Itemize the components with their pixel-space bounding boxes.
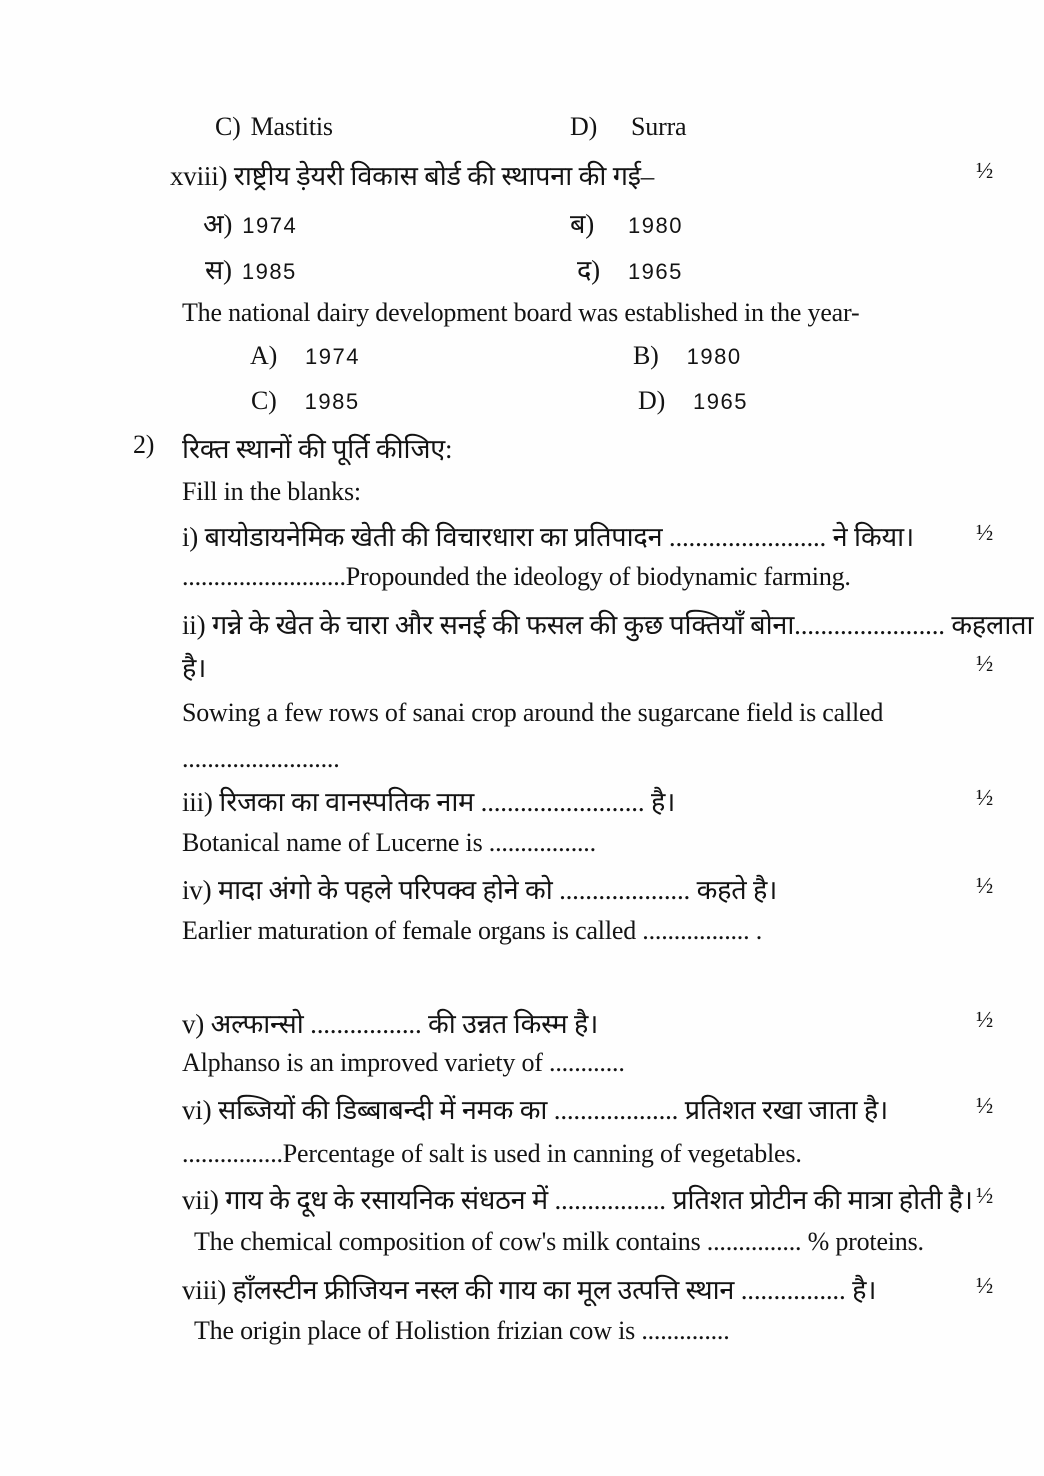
option-english-d: [638, 386, 748, 416]
blank-vii-english: The chemical composition of cow's milk contains ............... % proteins.: [194, 1227, 924, 1256]
question-xviii-marks: ½: [976, 158, 994, 183]
question-xviii-prompt-hindi: xviii) राष्ट्रीय ड़ेयरी विकास बोर्ड की स्थापना की गई–: [170, 161, 655, 191]
blank-vi-english: ................Percentage of salt is used in canning of vegetables.: [182, 1139, 802, 1168]
blank-i-marks: ½: [976, 520, 994, 545]
option-hindi-b-label: ब): [570, 209, 595, 239]
option-english-c-label: C): [251, 386, 277, 415]
option-hindi-b: [570, 204, 683, 241]
option-hindi-c-label: स): [205, 255, 232, 285]
blank-v-hindi: v) अल्फान्सो ................. की उन्नत किस्म है।: [182, 1009, 599, 1039]
blank-i-english: ..........................Propounded the ideology of biodynamic farming.: [182, 562, 851, 591]
blank-ii-english-line2: .........................: [182, 744, 340, 773]
blank-vi-marks: ½: [976, 1093, 994, 1118]
blank-vii-marks: ½: [976, 1183, 994, 1208]
prev-option-c-value: Mastitis: [250, 112, 333, 141]
option-english-d-value: 1965: [693, 389, 748, 414]
option-english-a-value: 1974: [305, 344, 360, 369]
option-english-c-value: 1985: [304, 389, 360, 414]
question-2-number: 2): [133, 430, 155, 459]
blank-v-marks: ½: [976, 1007, 994, 1032]
option-english-a: [250, 341, 360, 371]
blank-viii-english: The origin place of Holistion frizian cow is ..............: [194, 1316, 730, 1345]
option-hindi-c-value: 1985: [241, 259, 297, 284]
blank-iv-hindi: iv) मादा अंगो के पहले परिपक्व होने को .................... कहते है।: [182, 875, 778, 905]
blank-ii-marks: ½: [976, 651, 994, 676]
prev-option-c-label: C): [215, 112, 241, 141]
blank-iv-marks: ½: [976, 873, 994, 898]
option-english-c: [251, 386, 360, 416]
prev-option-c: [215, 112, 333, 142]
blank-iii-hindi: iii) रिजका का वानस्पतिक नाम ......................... है।: [182, 787, 676, 817]
blank-i-hindi: i) बायोडायनेमिक खेती की विचारधारा का प्रतिपादन ........................ ने किया।: [182, 522, 915, 552]
blank-ii-hindi-line2: है।: [182, 653, 207, 683]
blank-iv-english: Earlier maturation of female organs is called ................. .: [182, 916, 762, 945]
option-english-b-label: B): [633, 341, 659, 370]
question-2-heading-hindi: रिक्त स्थानों की पूर्ति कीजिए:: [182, 434, 453, 464]
option-hindi-c: [205, 250, 297, 287]
option-english-b-value: 1980: [686, 344, 742, 369]
blank-ii-hindi-line1: ii) गन्ने के खेत के चारा और सनई की फसल की कुछ पक्तियाँ बोना....................... कहलाता: [182, 610, 1034, 640]
question-xviii-prompt-english: The national dairy development board was established in the year-: [182, 298, 860, 327]
blank-vii-hindi: vii) गाय के दूध के रसायनिक संधठन में ................. प्रतिशत प्रोटीन की मात्रा होती है।: [182, 1185, 973, 1215]
blank-vi-hindi: vi) सब्जियों की डिब्बाबन्दी में नमक का ................... प्रतिशत रखा जाता है।: [182, 1095, 889, 1125]
option-hindi-a-label: अ): [203, 209, 233, 239]
blank-viii-hindi: viii) हाँलस्टीन फ्रीजियन नस्ल की गाय का मूल उत्पत्ति स्थान ................ है।: [182, 1275, 877, 1305]
option-hindi-b-value: 1980: [628, 213, 683, 238]
option-english-b: [633, 341, 742, 371]
prev-option-d: [570, 112, 686, 142]
option-hindi-d-value: 1965: [627, 259, 683, 284]
question-2-heading-english: Fill in the blanks:: [182, 477, 361, 506]
blank-iii-marks: ½: [976, 785, 994, 810]
prev-option-d-value: Surra: [631, 112, 687, 141]
blank-iii-english: Botanical name of Lucerne is .................: [182, 828, 596, 857]
option-hindi-a-value: 1974: [242, 213, 298, 238]
blank-v-english: Alphanso is an improved variety of ............: [182, 1048, 625, 1077]
blank-viii-marks: ½: [976, 1273, 994, 1298]
option-english-a-label: A): [250, 341, 278, 370]
option-english-d-label: D): [638, 386, 666, 415]
option-hindi-a: [203, 204, 297, 241]
option-hindi-d: [577, 250, 683, 287]
blank-ii-english-line1: Sowing a few rows of sanai crop around the sugarcane field is called: [182, 698, 884, 727]
option-hindi-d-label: द): [577, 255, 600, 285]
prev-option-d-label: D): [570, 112, 598, 141]
